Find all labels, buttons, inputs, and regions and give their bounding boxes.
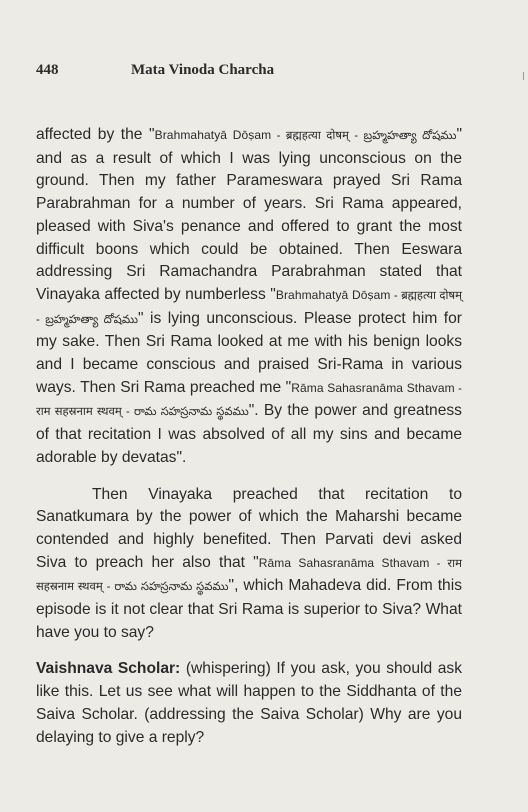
devanagari-term: - राम सहस्रनाम स्थवम् - [36, 382, 462, 419]
transliteration-term: Rāma Sahasranāma Sthavam [258, 555, 430, 570]
transliteration-term: Rāma Sahasranāma Sthavam [291, 380, 455, 395]
paragraph-3 [36, 658, 462, 749]
text-run: Then Vinayaka preached that recitation to Sanatkumara by the power of which the Maharshi became contended and highly benefited. Then Parvati devi asked Siva to preach her also that " [36, 485, 462, 571]
devanagari-term: - ब्रह्महत्या दोषम् - [271, 130, 364, 142]
telugu-term: బ్రహ్మహత్యా దోషము [45, 313, 139, 326]
page-edge-mark [523, 72, 528, 80]
page-header [36, 62, 274, 79]
text-run: ". By the power and greatness of that recitation I was absolved of all my sins and became adorable by devatas". [36, 402, 462, 466]
devanagari-term: - राम सहस्रनाम स्थवम् - [36, 557, 462, 594]
text-run: " is lying unconscious. Please protect him for my sake. Then Sri Rama looked at me with his benign looks and I became conscious and praised Sri-Rama in various ways. Then Sri Rama preached me " [36, 309, 463, 396]
speaker-label: Vaishnava Scholar: [36, 660, 181, 678]
transliteration-term: Brahmahatyā Dōṣam [275, 287, 391, 302]
running-title: Mata Vinoda Charcha [131, 62, 275, 78]
paragraph-2 [36, 484, 462, 645]
telugu-term: రామ సహస్రనామ స్థవము [114, 581, 229, 594]
devanagari-term: - ब्रह्महत्या दोषम् - [36, 289, 462, 326]
text-run: affected by the " [36, 126, 155, 143]
text-run: ", which Mahadeva did. From this episode is it not clear that Sri Rama is superior to Siva? What have you to say? [36, 577, 462, 641]
paragraph-1 [36, 124, 462, 470]
text-run: (whispering) If you ask, you should ask like this. Let us see what will happen to the Siddhanta of the Saiva Scholar. (addressing the Saiva Scholar) Why are you delaying to give a reply? [36, 660, 462, 746]
telugu-term: బ్రహ్మహత్యా దోషము [363, 130, 457, 142]
transliteration-term: Brahmahatyā Dōṣam [154, 128, 272, 142]
page-number: 448 [36, 62, 59, 78]
telugu-term: రామ సహస్రనామ స్థవము [133, 406, 249, 419]
page-body [36, 124, 462, 749]
text-run: " and as a result of which I was lying unconscious on the ground. Then my father Parameswara prayed Sri Rama Parabrahman for a number of years. Sri Rama appeared, pleased with Siva's penance and offered to grant the most difficult boons which could be obtained. Then Eeswara addressing Sri Ramachandra Parabrahman stated that Vinayaka affected by numberless " [36, 126, 462, 303]
